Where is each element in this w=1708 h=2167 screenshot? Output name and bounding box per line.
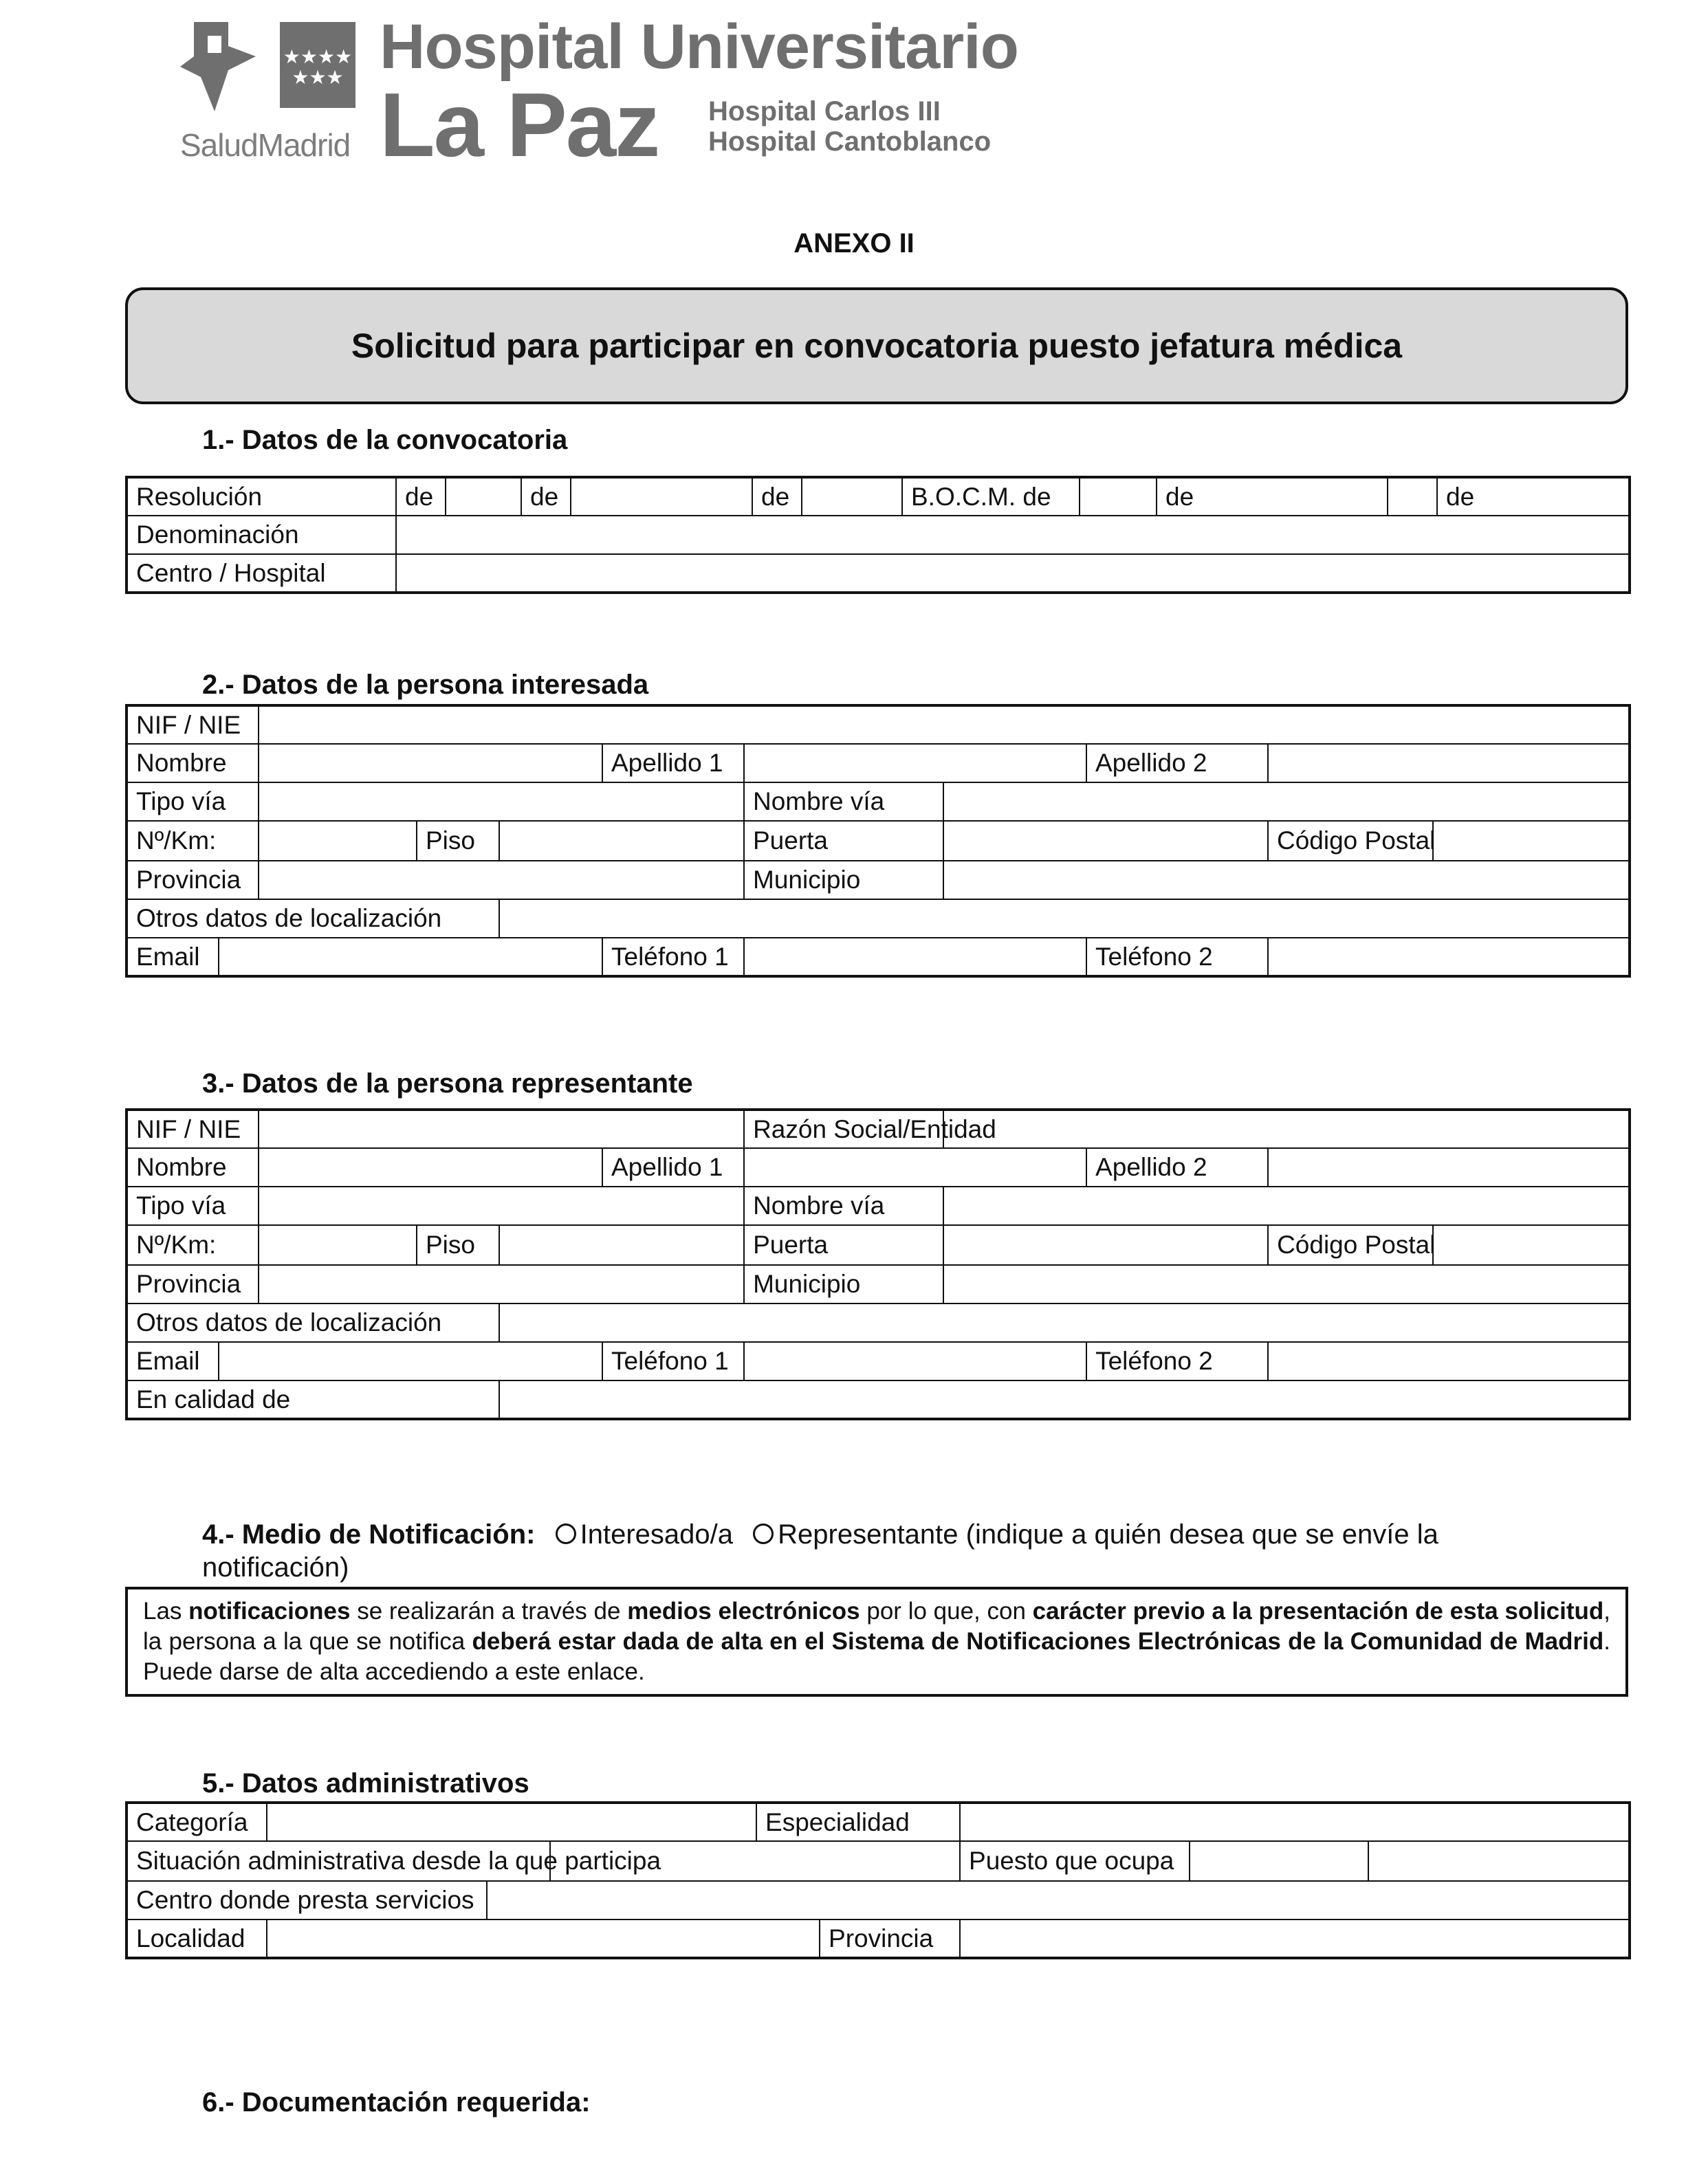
rep-tel1-field[interactable] bbox=[744, 1342, 1086, 1380]
resolucion-year-field[interactable] bbox=[802, 477, 902, 516]
tel1-field[interactable] bbox=[744, 938, 1086, 976]
rep-provincia-label: Provincia bbox=[127, 1265, 259, 1304]
rep-piso-label: Piso bbox=[417, 1225, 499, 1265]
section-4-heading: 4.- Medio de Notificación: bbox=[202, 1519, 536, 1550]
provincia-field[interactable] bbox=[259, 861, 744, 899]
municipio-field[interactable] bbox=[943, 861, 1630, 899]
rep-nombre-field[interactable] bbox=[259, 1148, 602, 1187]
convocatoria-table bbox=[125, 476, 1631, 594]
rep-tel2-label: Teléfono 2 bbox=[1086, 1342, 1268, 1380]
centro-label: Centro / Hospital bbox=[127, 554, 396, 593]
tel2-label: Teléfono 2 bbox=[1086, 938, 1268, 976]
form-title-box bbox=[125, 287, 1628, 404]
bocm-month-field[interactable] bbox=[1388, 477, 1437, 516]
logo-line2: La Paz bbox=[380, 74, 659, 175]
hospital-logo bbox=[180, 12, 1018, 175]
nif-field[interactable] bbox=[259, 705, 1630, 744]
centro-field[interactable] bbox=[396, 554, 1630, 593]
rep-num-km-label: Nº/Km: bbox=[127, 1225, 259, 1265]
logo-sub2: Hospital Cantoblanco bbox=[708, 126, 992, 157]
radio-representante[interactable] bbox=[753, 1524, 774, 1544]
provincia-label: Provincia bbox=[127, 861, 259, 899]
resolucion-day-field[interactable] bbox=[571, 477, 752, 516]
calidad-field[interactable] bbox=[499, 1380, 1630, 1419]
municipio-label: Municipio bbox=[744, 861, 943, 899]
de-label: de bbox=[521, 477, 571, 516]
rep-puerta-label: Puerta bbox=[744, 1225, 943, 1265]
especialidad-label: Especialidad bbox=[756, 1803, 960, 1841]
radio-representante-label: Representante bbox=[778, 1519, 959, 1550]
denominacion-field[interactable] bbox=[396, 516, 1630, 554]
notificacion-info-box bbox=[125, 1587, 1628, 1697]
notif-text: Las bbox=[143, 1598, 189, 1625]
section-5-heading: 5.- Datos administrativos bbox=[202, 1768, 529, 1798]
rep-otros-label: Otros datos de localización bbox=[127, 1304, 499, 1342]
notif-bold: notificaciones bbox=[188, 1598, 351, 1625]
tel2-field[interactable] bbox=[1268, 938, 1630, 976]
svg-text:★★★: ★★★ bbox=[292, 66, 344, 89]
de-label: de bbox=[752, 477, 802, 516]
localidad-label: Localidad bbox=[127, 1920, 267, 1958]
notificacion-hint: (indique a quién desea que se envíe la notificación) bbox=[202, 1519, 1438, 1583]
rep-nif-field[interactable] bbox=[259, 1110, 744, 1148]
administrativos-table bbox=[125, 1801, 1631, 1959]
notif-text: se realizarán a través de bbox=[350, 1598, 628, 1625]
num-km-label: Nº/Km: bbox=[127, 821, 259, 861]
resolucion-num-field[interactable] bbox=[446, 477, 521, 516]
anexo-label: ANEXO II bbox=[793, 228, 915, 258]
puerta-label: Puerta bbox=[744, 821, 943, 861]
bocm-label: B.O.C.M. de bbox=[902, 477, 1080, 516]
provincia-label: Provincia bbox=[820, 1920, 960, 1958]
nombre-via-label: Nombre vía bbox=[744, 782, 943, 821]
centro-servicios-field[interactable] bbox=[487, 1881, 1630, 1920]
categoria-field[interactable] bbox=[267, 1803, 756, 1841]
de-label: de bbox=[1157, 477, 1388, 516]
section-2-heading: 2.- Datos de la persona interesada bbox=[202, 670, 649, 700]
piso-label: Piso bbox=[417, 821, 499, 861]
tipo-via-field[interactable] bbox=[259, 782, 744, 821]
rep-nombre-via-label: Nombre vía bbox=[744, 1187, 943, 1225]
apellido2-field[interactable] bbox=[1268, 744, 1630, 782]
rep-apellido1-label: Apellido 1 bbox=[602, 1148, 744, 1187]
rep-cp-label-field[interactable] bbox=[1268, 1225, 1630, 1265]
rep-tel1-label: Teléfono 1 bbox=[602, 1342, 744, 1380]
cp-label: Código Postal bbox=[1269, 822, 1434, 860]
rep-email-field[interactable] bbox=[219, 1342, 602, 1380]
denominacion-label: Denominación bbox=[127, 516, 396, 554]
rep-tel2-field[interactable] bbox=[1268, 1342, 1630, 1380]
rep-puerta-field[interactable] bbox=[943, 1225, 1268, 1265]
rep-apellido1-field[interactable] bbox=[744, 1148, 1086, 1187]
representante-table bbox=[125, 1108, 1631, 1420]
section-6-heading: 6.- Documentación requerida: bbox=[202, 2087, 591, 2118]
localidad-field[interactable] bbox=[267, 1920, 820, 1958]
razon-label: Razón Social/Entidad bbox=[744, 1110, 943, 1148]
rep-tipo-via-field[interactable] bbox=[259, 1187, 744, 1225]
nombre-label: Nombre bbox=[127, 744, 259, 782]
provincia-field[interactable] bbox=[960, 1920, 1630, 1958]
form-title: Solicitud para participar en convocatoria puesto jefatura médica bbox=[351, 327, 1403, 365]
notif-text: por lo que, con bbox=[860, 1598, 1033, 1625]
puesto-label-cell bbox=[960, 1841, 1368, 1881]
nif-label: NIF / NIE bbox=[127, 705, 259, 744]
rep-num-km-field[interactable] bbox=[259, 1225, 417, 1265]
rep-otros-field[interactable] bbox=[499, 1304, 1630, 1342]
notif-bold: deberá estar dada de alta en el Sistema de Notificaciones Electrónicas de la Comunidad de Madrid bbox=[472, 1628, 1604, 1655]
notif-bold: medios electrónicos bbox=[627, 1598, 860, 1625]
tipo-via-label: Tipo vía bbox=[127, 782, 259, 821]
de-label: de bbox=[1437, 477, 1630, 516]
nombre-field[interactable] bbox=[259, 744, 602, 782]
puesto-field[interactable] bbox=[1368, 1841, 1630, 1881]
notificacion-heading bbox=[202, 1518, 1564, 1584]
nombre-via-field[interactable] bbox=[943, 782, 1630, 821]
resolucion-label: Resolución bbox=[127, 477, 396, 516]
section-3-heading: 3.- Datos de la persona representante bbox=[202, 1068, 693, 1099]
logo-sub bbox=[708, 96, 991, 157]
apellido1-label: Apellido 1 bbox=[602, 744, 744, 782]
especialidad-field[interactable] bbox=[960, 1803, 1630, 1841]
categoria-label: Categoría bbox=[127, 1803, 267, 1841]
notif-text: , la persona a la que se notifica bbox=[143, 1598, 1611, 1655]
puerta-field[interactable] bbox=[943, 821, 1268, 861]
apellido1-field[interactable] bbox=[744, 744, 1086, 782]
section-1-heading: 1.- Datos de la convocatoria bbox=[202, 425, 568, 455]
rep-nif-label: NIF / NIE bbox=[127, 1110, 259, 1148]
calidad-label: En calidad de bbox=[127, 1380, 499, 1419]
svg-text:★★★★: ★★★★ bbox=[283, 45, 353, 68]
logo-salud-text: SaludMadrid bbox=[180, 127, 351, 163]
otros-field[interactable] bbox=[499, 899, 1630, 938]
rep-apellido2-field[interactable] bbox=[1268, 1148, 1630, 1187]
interesada-table bbox=[125, 704, 1631, 978]
notif-link-text[interactable]: . Puede darse de alta accediendo a este enlace. bbox=[143, 1628, 1610, 1685]
puesto-label: Puesto que ocupa bbox=[961, 1842, 1190, 1880]
situacion-label: Situación administrativa desde la que participa bbox=[127, 1841, 550, 1881]
salud-madrid-logo-icon bbox=[180, 15, 355, 115]
centro-servicios-label: Centro donde presta servicios bbox=[127, 1881, 487, 1920]
notif-bold: carácter previo a la presentación de esta solicitud bbox=[1032, 1598, 1604, 1625]
rep-nombre-via-field[interactable] bbox=[943, 1187, 1630, 1225]
tel1-label: Teléfono 1 bbox=[602, 938, 744, 976]
logo-line1: Hospital Universitario bbox=[380, 12, 1018, 82]
piso-field[interactable] bbox=[499, 821, 744, 861]
rep-tipo-via-label: Tipo vía bbox=[127, 1187, 259, 1225]
de-label: de bbox=[396, 477, 446, 516]
logo-sub1: Hospital Carlos III bbox=[708, 96, 941, 126]
rep-email-label: Email bbox=[127, 1342, 219, 1380]
radio-interesado-label: Interesado/a bbox=[580, 1519, 733, 1550]
rep-piso-field[interactable] bbox=[499, 1225, 744, 1265]
rep-municipio-field[interactable] bbox=[943, 1265, 1630, 1304]
bocm-num-field[interactable] bbox=[1080, 477, 1157, 516]
email-field[interactable] bbox=[219, 938, 602, 976]
rep-municipio-label: Municipio bbox=[744, 1265, 943, 1304]
otros-label: Otros datos de localización bbox=[127, 899, 499, 938]
razon-field[interactable] bbox=[943, 1110, 1630, 1148]
radio-interesado[interactable] bbox=[556, 1524, 576, 1544]
num-km-field[interactable] bbox=[259, 821, 417, 861]
rep-cp-label: Código Postal bbox=[1269, 1226, 1434, 1264]
email-label: Email bbox=[127, 938, 219, 976]
rep-nombre-label: Nombre bbox=[127, 1148, 259, 1187]
rep-apellido2-label: Apellido 2 bbox=[1086, 1148, 1268, 1187]
apellido2-label: Apellido 2 bbox=[1086, 744, 1268, 782]
cp-label-field[interactable] bbox=[1268, 821, 1630, 861]
rep-provincia-field[interactable] bbox=[259, 1265, 744, 1304]
